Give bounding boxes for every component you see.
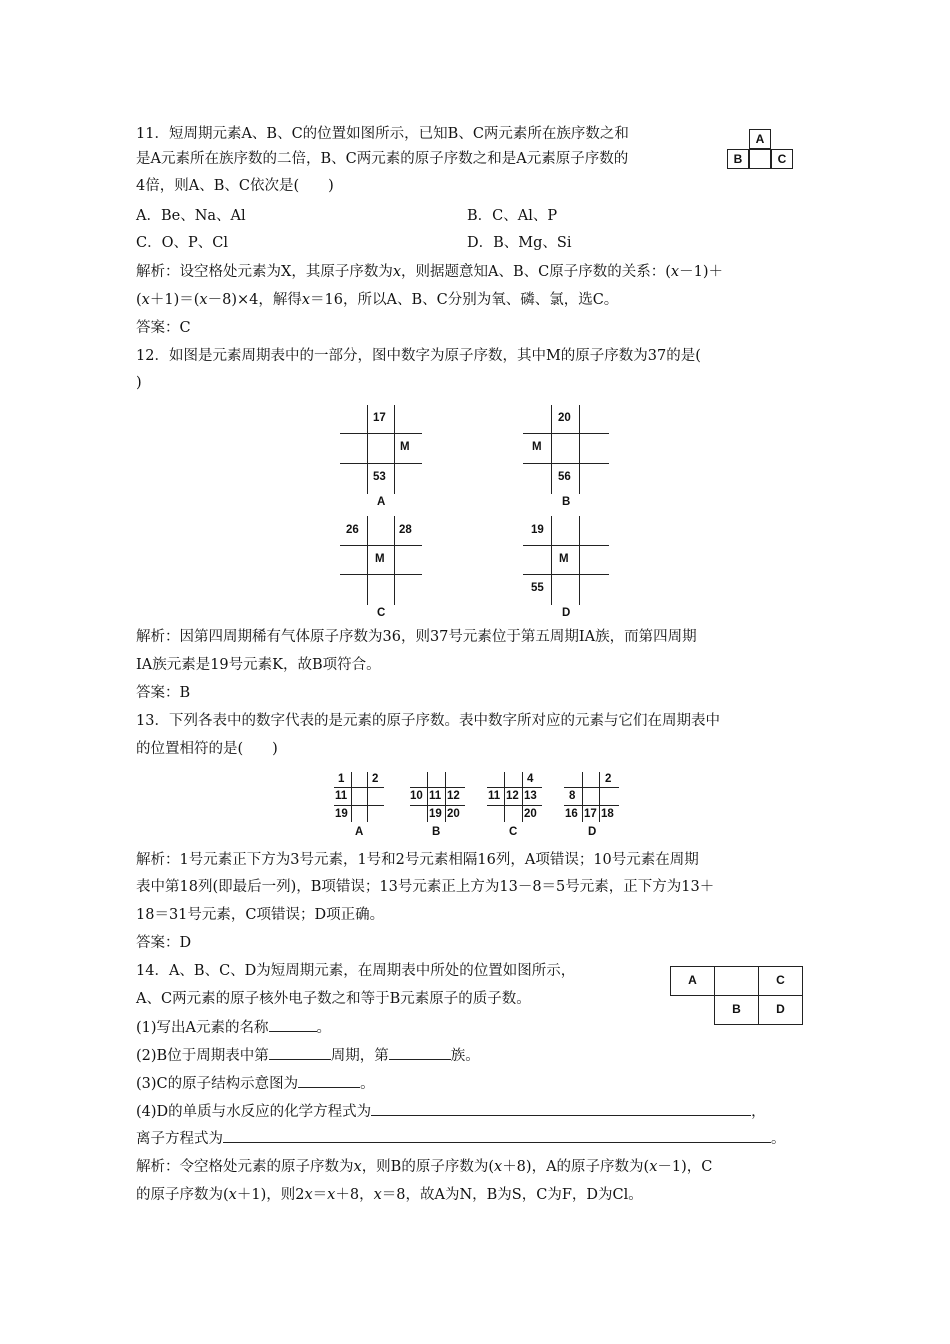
q13-a-r2: 11 [335,790,348,802]
q12-c-n2: 28 [399,524,412,536]
q11-cell-b: B [727,149,749,169]
q11-stem-line3: 4倍，则A、B、C依次是( ) [136,178,334,194]
q13-c-r3: 20 [524,808,537,820]
q11-option-b: B．C、Al、P [467,208,558,224]
q14-analysis-line2: 的原子序数为(x＋1)，则2x＝x＋8，x＝8，故A为N，B为S，C为F，D为Cl。 [136,1187,643,1203]
q14-sub2: (2)B位于周期表中第 周期，第 族。 [136,1045,480,1066]
q13-a-r1a: 1 [338,773,345,785]
q14-sub3: (3)C的原子结构示意图为 。 [136,1073,375,1094]
q13-c-label: C [509,826,518,838]
q12-b-n2: 56 [558,471,571,483]
q13-analysis-line1: 解析：1号元素正下方为3号元素，1号和2号元素相隔16列，A项错误；10号元素在周期 [136,852,699,868]
q11-answer: 答案：C [136,320,191,336]
q14-blank-1[interactable] [269,1017,317,1032]
q12-stem-line1: 12．如图是元素周期表中的一部分，图中数字为原子序数，其中M的原子序数为37的是( [136,348,701,364]
q13-analysis-line2: 表中第18列(即最后一列)，B项错误；13号元素正上方为13－8＝5号元素，正下方为13＋ [136,879,715,895]
q12-b-m: M [532,441,542,453]
q12-a-n1: 17 [373,412,386,424]
q14-blank-3[interactable] [298,1073,360,1088]
q14-blank-4[interactable] [371,1101,751,1116]
q13-d-r3b: 17 [584,808,597,820]
q12-b-label: B [562,496,571,508]
q14-cell-c: C [758,966,803,996]
q11-stem-line2: 是A元素所在族序数的二倍，B、C两元素的原子序数之和是A元素原子序数的 [136,151,629,167]
q14-cell-empty [714,966,759,996]
q13-c-r2c: 13 [524,790,537,802]
q13-stem-line2: 的位置相符的是( ) [136,741,278,757]
q12-d-n1: 19 [531,524,544,536]
q13-b-r2c: 12 [447,790,460,802]
q13-c-r2a: 11 [488,790,501,802]
q12-analysis-line1: 解析：因第四周期稀有气体原子序数为36，则37号元素位于第五周期ⅠA族，而第四周期 [136,629,697,645]
q12-b-n1: 20 [558,412,571,424]
q12-a-label: A [377,496,386,508]
q13-b-r3b: 20 [447,808,460,820]
q14-blank-5[interactable] [223,1128,771,1143]
q12-d-label: D [562,607,571,619]
q13-d-r1: 2 [605,773,612,785]
q14-stem-line1: 14．A、B、C、D为短周期元素，在周期表中所处的位置如图所示， [136,963,576,979]
q13-d-r2: 8 [569,790,576,802]
q11-cell-c: C [771,149,793,169]
q13-answer: 答案：D [136,935,192,951]
q14-cell-b: B [714,995,759,1025]
q14-analysis-line1: 解析：令空格处元素的原子序数为x，则B的原子序数为(x＋8)，A的原子序数为(x－1)，C [136,1159,713,1175]
q11-option-d: D．B、Mg、Si [467,235,572,251]
q13-c-r2b: 12 [506,790,519,802]
q13-stem-line1: 13．下列各表中的数字代表的是元素的原子序数。表中数字所对应的元素与它们在周期表中 [136,713,720,729]
q14-sub4: (4)D的单质与水反应的化学方程式为 ， [136,1101,766,1122]
q13-d-r3c: 18 [601,808,614,820]
q13-a-r1b: 2 [372,773,379,785]
q14-blank-2a[interactable] [269,1045,331,1060]
q14-sub1: (1)写出A元素的名称 。 [136,1017,331,1038]
q14-cell-a: A [670,966,715,996]
q12-c-m: M [375,553,385,565]
q13-a-r3: 19 [335,808,348,820]
q13-d-label: D [588,826,597,838]
q13-c-r1: 4 [527,773,534,785]
q12-answer: 答案：B [136,685,191,701]
q12-c-label: C [377,607,386,619]
q13-a-label: A [355,826,364,838]
q13-analysis-line3: 18＝31号元素，C项错误；D项正确。 [136,907,385,923]
q13-b-r2b: 11 [429,790,442,802]
q14-stem-line2: A、C两元素的原子核外电子数之和等于B元素原子的质子数。 [136,991,531,1007]
q12-c-n1: 26 [346,524,359,536]
q11-cell-a: A [749,129,771,149]
q11-option-a: A．Be、Na、Al [136,208,246,224]
q13-b-r3a: 19 [429,808,442,820]
q14-sub5: 离子方程式为 。 [136,1128,786,1149]
q11-analysis-line1: 解析：设空格处元素为X，其原子序数为x，则据题意知A、B、C原子序数的关系：(x－1)＋ [136,264,723,280]
q12-d-n2: 55 [531,582,544,594]
q11-cell-empty [749,149,771,169]
q14-cell-d: D [758,995,803,1025]
q12-analysis-line2: ⅠA族元素是19号元素K，故B项符合。 [136,657,381,673]
q12-stem-line2: ) [136,375,142,391]
q14-blank-2b[interactable] [389,1045,451,1060]
q12-d-m: M [559,553,569,565]
q13-b-label: B [432,826,441,838]
q12-a-m: M [400,441,410,453]
q11-analysis-line2: (x＋1)＝(x－8)×4，解得x＝16，所以A、B、C分别为氧、磷、氯，选C。 [136,292,619,308]
q13-d-r3a: 16 [565,808,578,820]
q13-b-r2a: 10 [410,790,423,802]
q11-option-c: C．O、P、Cl [136,235,228,251]
q12-a-n2: 53 [373,471,386,483]
q11-stem-line1: 11．短周期元素A、B、C的位置如图所示，已知B、C两元素所在族序数之和 [136,126,629,142]
